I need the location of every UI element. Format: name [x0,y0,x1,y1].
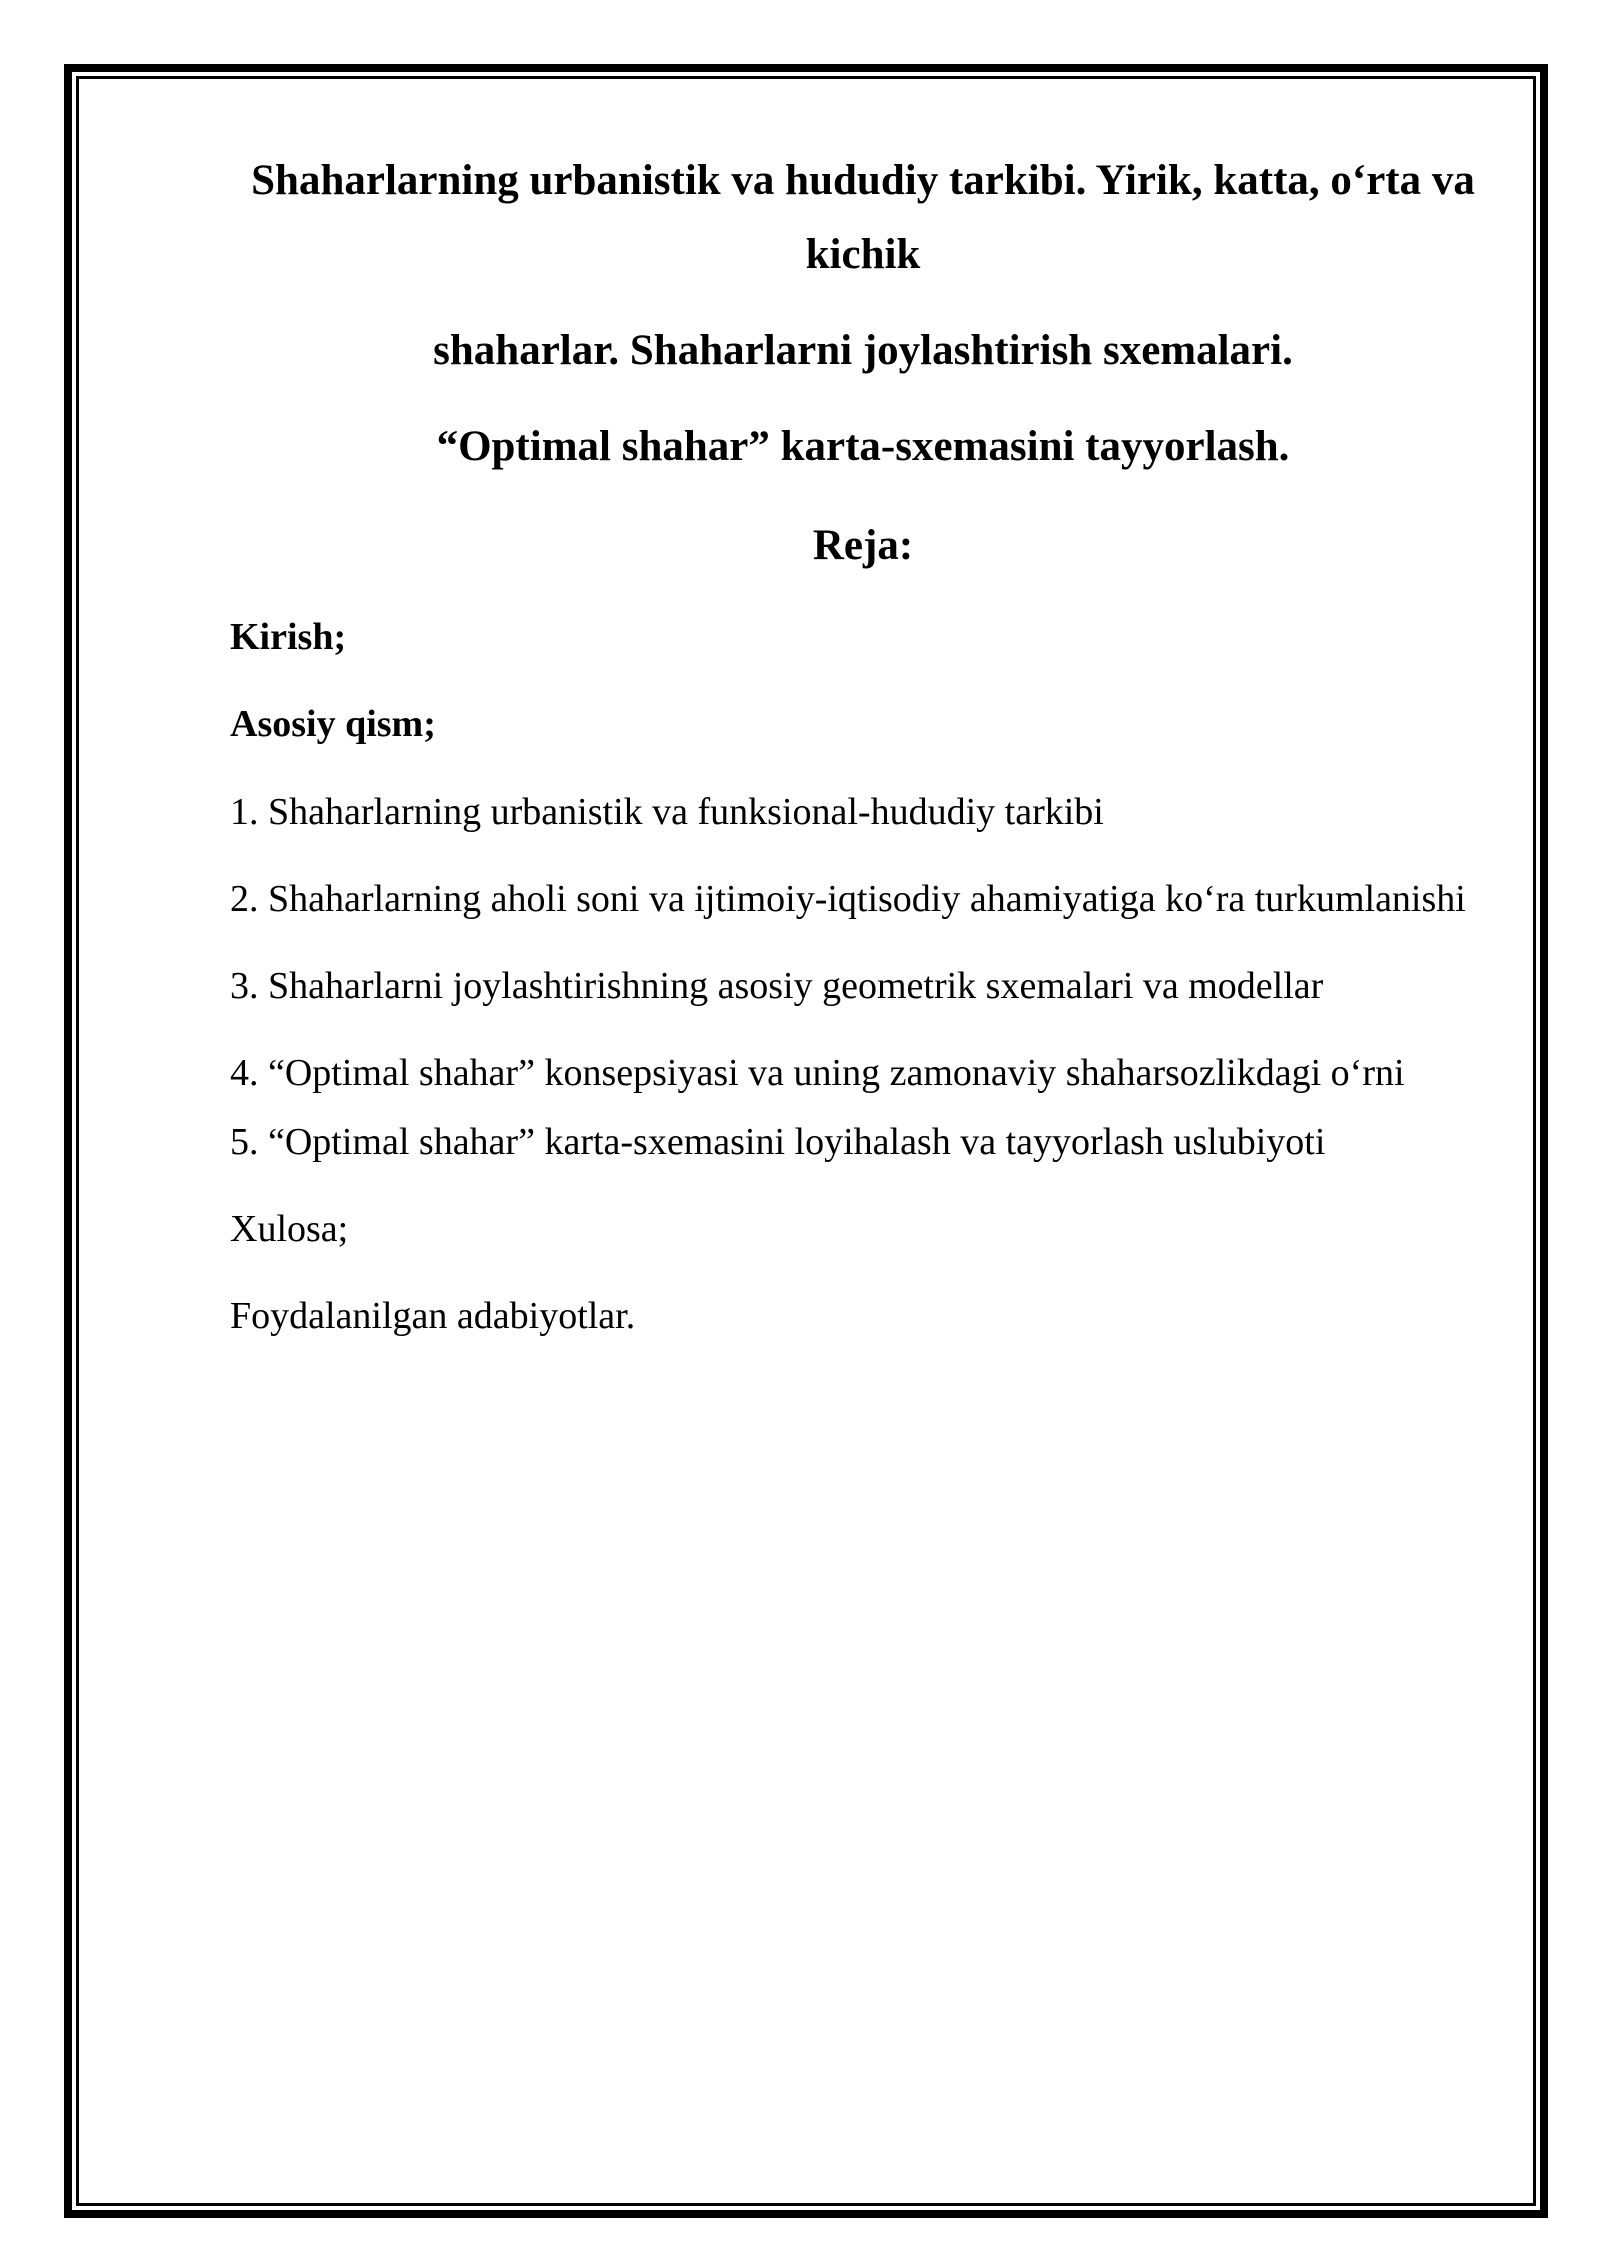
plan-item: 3. Shaharlarni joylashtirishning asosiy geometrik sxemalari va modellar [230,965,1324,1007]
plan-main-part: Asosiy qism; [230,703,436,745]
plan-references: Foydalanilgan adabiyotlar. [230,1295,636,1337]
document-title: Shaharlarning urbanistik va hududiy tarkibi. Yirik, katta, o‘rta va kichik [251,157,1475,278]
document-title-line-2: shaharlar. Shaharlarni joylashtirish sxemalari. [433,327,1293,374]
plan-conclusion: Xulosa; [230,1208,349,1250]
plan-item: 4. “Optimal shahar” konsepsiyasi va uning zamonaviy shaharsozlikdagi o‘rni [230,1052,1405,1094]
plan-item: 2. Shaharlarning aholi soni va ijtimoiy-iqtisodiy ahamiyatiga ko‘ra turkumlanishi [230,878,1466,920]
document-title-line-3: “Optimal shahar” karta-sxemasini tayyorlash. [436,423,1290,470]
plan-item: 1. Shaharlarning urbanistik va funksional-hududiy tarkibi [230,791,1104,833]
plan-heading: Reja: [812,522,914,569]
plan-intro: Kirish; [230,616,347,658]
plan-item: 5. “Optimal shahar” karta-sxemasini loyihalash va tayyorlash uslubiyoti [230,1121,1326,1163]
